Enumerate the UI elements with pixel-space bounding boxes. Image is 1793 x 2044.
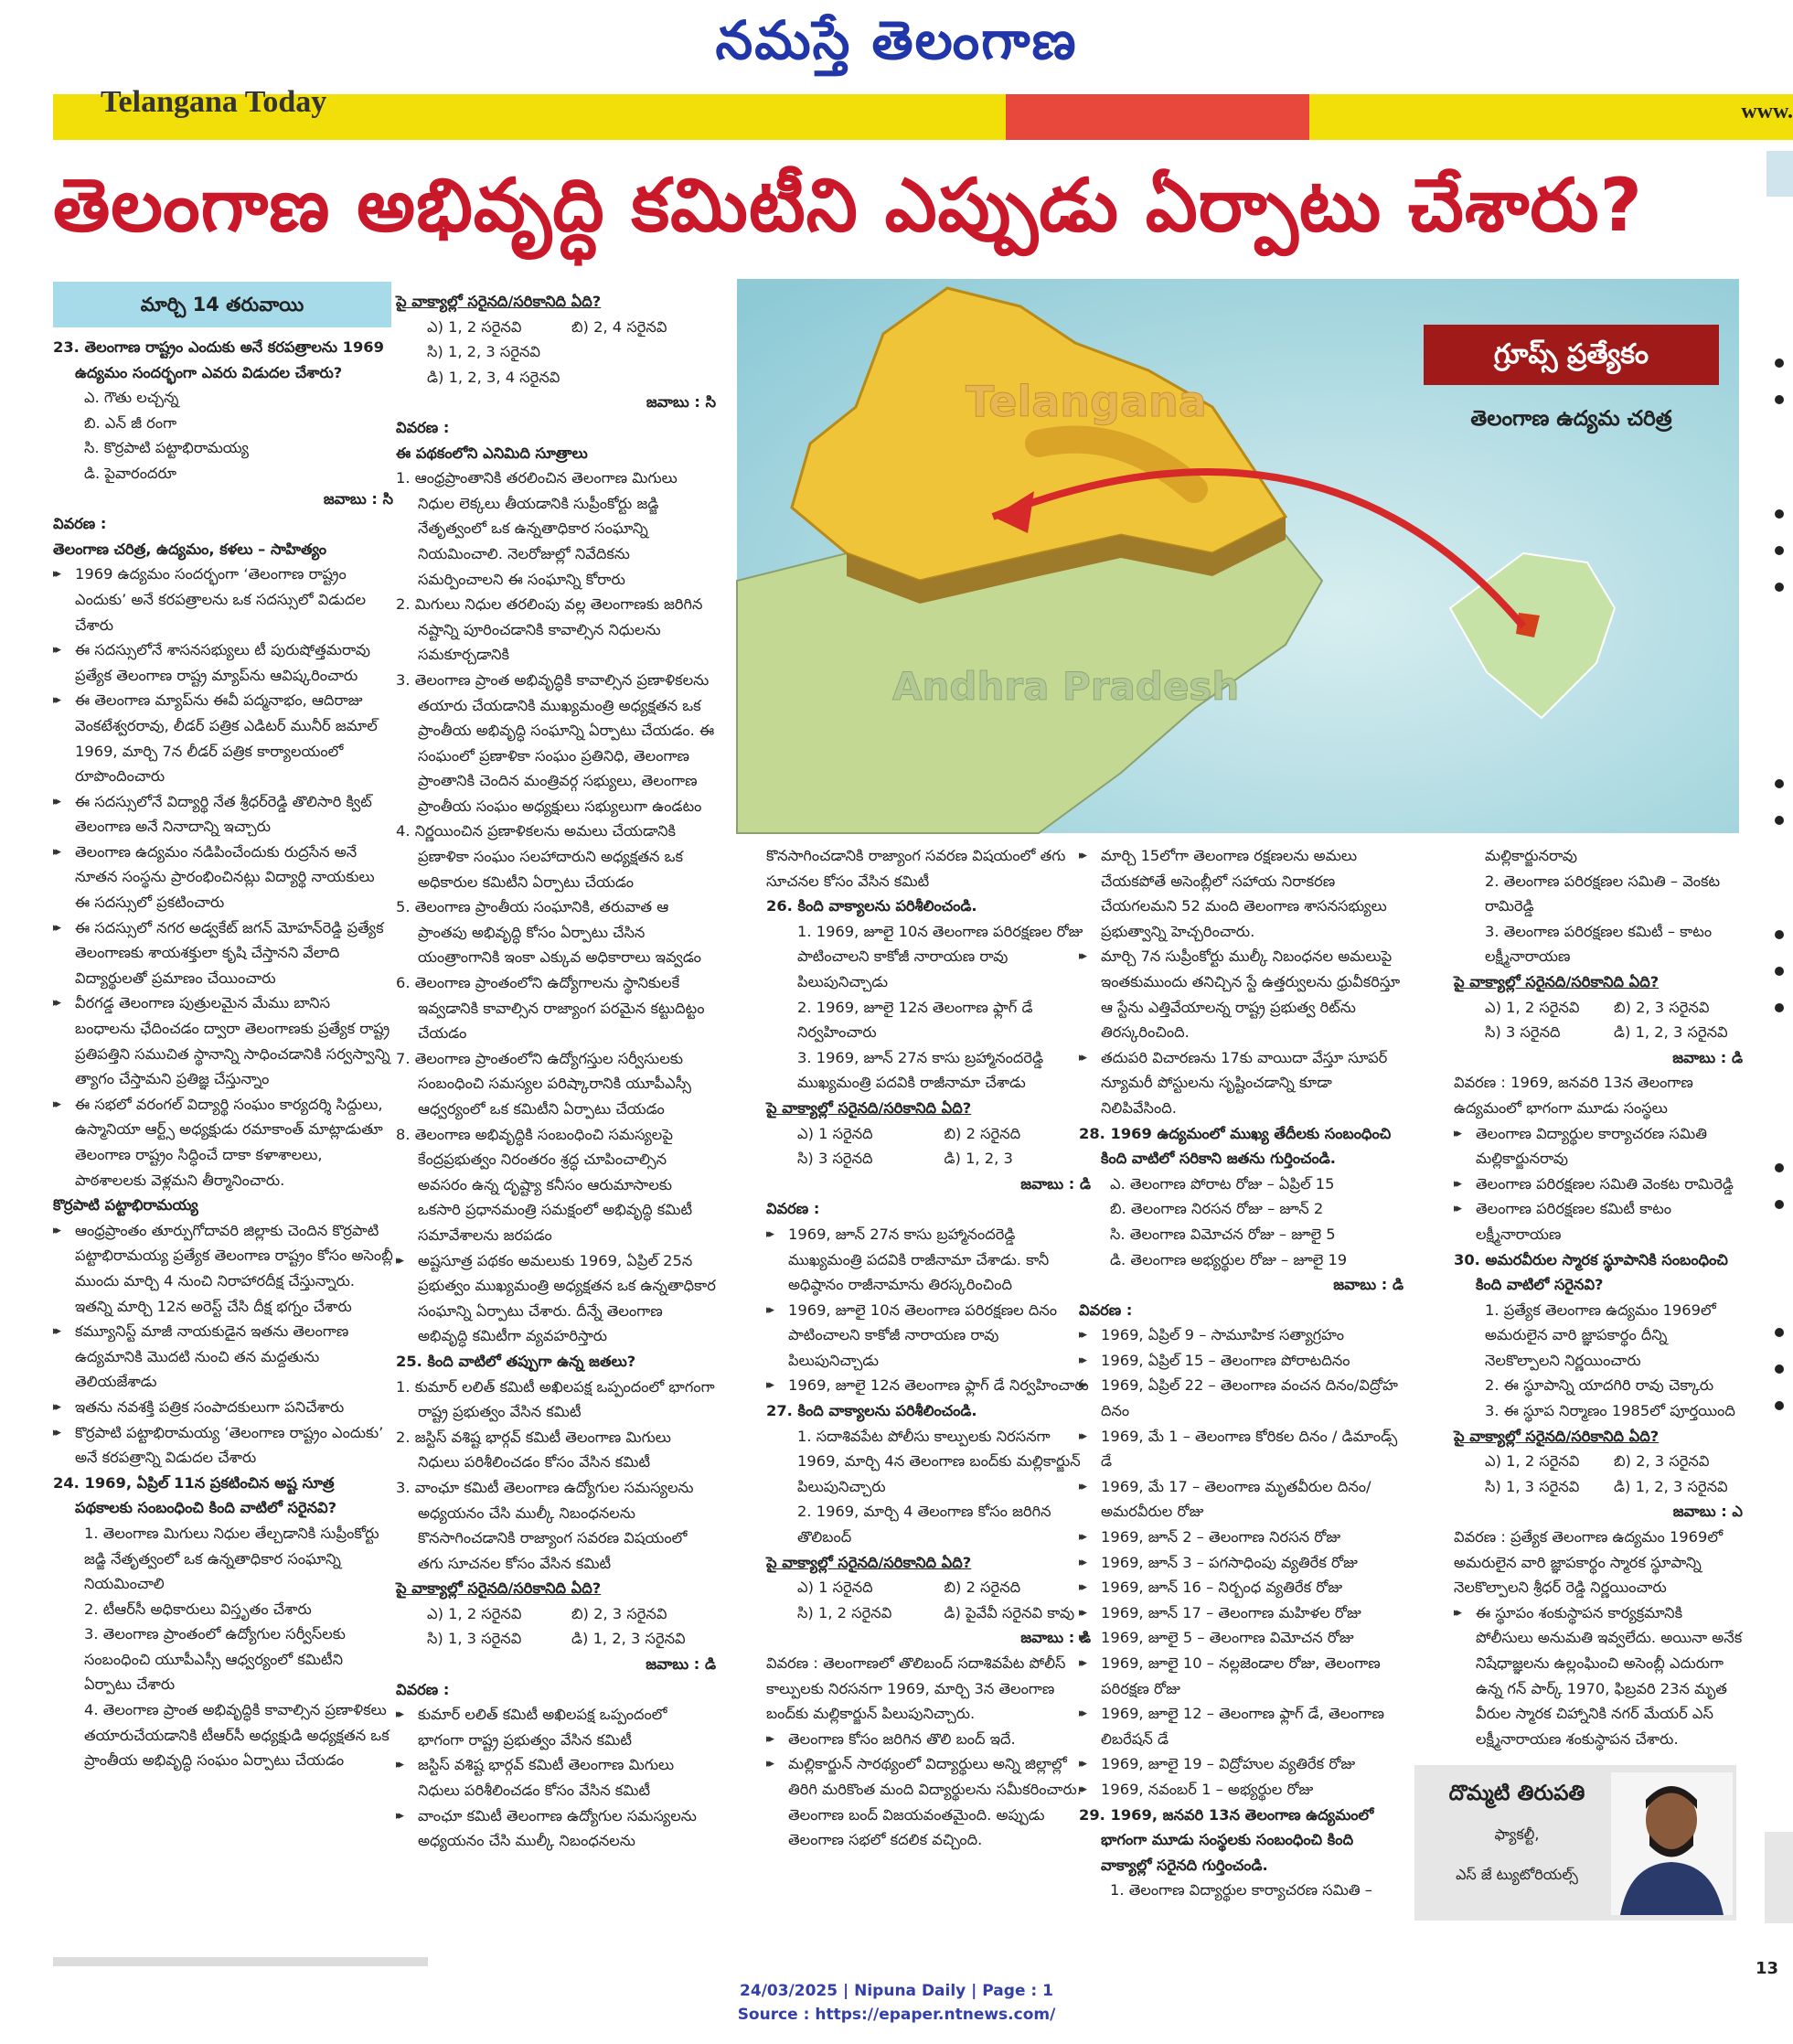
options-row [766,1575,1091,1600]
statement: 3. 1969, జూన్ 27న కాసు బ్రహ్మానందరెడ్డి ముఖ్యమంత్రి పదవికి రాజీనామా చేశాడు [797,1048,1044,1092]
bullet: ▸▸ తెలంగాణ ఉద్యమం నడిపించేందుకు రుద్రసేన అనే నూతన సంస్థను ప్రారంభించినట్లు విద్యార్థి నాయకులు ఈ సదస్సులో ప్రకటించారు [53,840,393,915]
bullet: ▸▸ ఆంధ్రప్రాంతం తూర్పుగోదావరి జిల్లాకు చెందిన కొర్రపాటి పట్టాభిరామయ్య ప్రత్యేక తెలంగాణ రాష్ట్రం కోసం అసెంబ్లీ ముందు మార్చి 4 నుంచి నిరాహారదీక్ష చేస్తున్నారు. ఇతన్ని మార్చి 12న అరెస్ట్ చేసి దీక్ష భగ్నం చేశారు [53,1218,393,1319]
question-24: 24. 1969, ఏప్రిల్ 11న ప్రకటించిన అష్ట సూత్ర పథకాలకు సంబంధించి కింది వాటిలో సరైనవి? [53,1473,337,1517]
options-row [766,1600,1091,1626]
answer: జవాబు : డి [646,1655,716,1674]
statement: 1. తెలంగాణ మిగులు నిధుల తేల్చడానికి సుప్రీంకోర్టు జడ్జి నేతృత్వంలో ఒక ఉన్నతాధికార సంఘాన్ని నియమించాలి [84,1524,379,1593]
option-a: ఎ) 1 సరైనది [797,1124,873,1142]
section-subtitle: కొర్రపాటి పట్టాభిరామయ్య [53,1196,198,1215]
statement: 1. 1969, జూలై 10న తెలంగాణ పరిరక్షణల రోజు పాటించాలని కాకోజీ నారాయణ రావు పిలుపునిచ్చాడు [797,922,1083,990]
section-subtitle: ఈ పథకంలోని ఎనిమిది సూత్రాలు [396,444,588,462]
answer: జవాబు : డి [1020,1629,1091,1647]
options-row [396,1601,716,1627]
bullet: ▸▸ ఈ సభలో వరంగల్ విద్యార్థి సంఘం కార్యదర్శి సిద్దులు, ఉస్మానియా ఆర్ట్స్ అధ్యక్షుడు రమాకాంత్ మాట్లాడుతూ తెలంగాణ రాష్ట్రం సిద్ధించే దాకా కళాశాలలు, పాఠశాలలకు వెళ్లమని తీర్మానించారు. [53,1092,393,1193]
bullet: ▸▸ ఈ సదస్సులోనే శాసనసభ్యులు టీ పురుషోత్తమరావు ప్రత్యేక తెలంగాణ రాష్ట్ర మ్యాప్‌ను ఆవిష్కరించారు [53,637,393,688]
groups-special-badge: గ్రూప్స్ ప్రత్యేకం [1424,325,1719,385]
explanation-label: వివరణ : [1079,1300,1133,1319]
question-27: 27. కింది వాక్యాలను పరిశీలించండి. [766,1402,977,1420]
statement: 3. తెలంగాణ ప్రాంతంలో ఉద్యోగుల సర్వీస్‌లకు సంబంధించి యూపీఎస్సీ ఆధ్వర్యంలో కమిటీని ఏర్పాటు చేశారు [84,1625,346,1694]
question-25: 25. కింది వాటిలో తప్పుగా ఉన్న జతలు? [396,1352,636,1370]
statement: 3. ఈ స్థూప నిర్మాణం 1985లో పూర్తయింది [1485,1402,1735,1420]
option-a: ఎ. గౌతు లచ్చన్న [84,389,179,407]
column-5 [1454,843,1743,1758]
footer-source-link[interactable]: Source : https://epaper.ntnews.com/ [737,2006,1056,2024]
question-prompt: పై వాక్యాల్లో సరైనది/సరికానిది ఏది? [396,1579,602,1598]
column-1 [53,335,393,1917]
option-a: ఎ) 1, 2 సరైనవి [427,1604,522,1622]
option-b: బి) 2, 3 సరైనవి [1614,1452,1710,1471]
bullet: ▸▸ జస్టిస్ వశిష్ట భార్గవ్ కమిటీ తెలంగాణ మిగులు నిధులు పరిశీలించడం కోసం వేసిన కమిటీ [396,1752,716,1803]
bullet: ▸▸ మార్చి 15లోగా తెలంగాణ రక్షణలను అమలు చేయకపోతే అసెంబ్లీలో సహాయ నిరాకరణ చేయగలమని 52 మంది తెలంగాణ శాసనసభ్యులు ప్రభుత్వాన్ని హెచ్చరించారు. [1079,843,1403,944]
statement: 3. వాంఛూ కమిటీ తెలంగాణ ఉద్యోగుల సమస్యలను అధ్యయనం చేసి ముల్కీ నిబంధనలను కొనసాగించడానికి రాజ్యాంగ సవరణ విషయంలో తగు సూచనల కోసం వేసిన కమిటీ [396,1478,694,1572]
map-label-telangana: Telangana [966,377,1207,426]
strip-right-text: www. [1741,100,1793,123]
option-b: బి) 2 సరైనది [944,1124,1021,1142]
statement: 3. తెలంగాణ పరిరక్షణల కమిటీ – కాటం లక్ష్మీనారాయణ [1485,922,1713,966]
statement: 1. ప్రత్యేక తెలంగాణ ఉద్యమం 1969లో అమరులైన వారి జ్ఞాపకార్థం దీన్ని నెలకొల్పాలని నిర్ణయించారు [1485,1300,1716,1369]
option-b: బి) 2, 3 సరైనవి [1614,998,1710,1016]
option-c: సి) 1, 2, 3 సరైనవి [427,343,540,361]
options-row [1454,1449,1743,1474]
bullet: ▸▸ ఈ స్థూపం శంకుస్థాపన కార్యక్రమానికి పోలీసులు అనుమతి ఇవ్వలేదు. అయినా అనేక నిషేధాజ్ఞలను ఉల్లంఘించి అసెంబ్లీ ఎదురుగా ఉన్న గన్ పార్క్ 1970, ఫిబ్రవరి 23న మృత వీరుల స్మారక చిహ్నానికి నగర్ మేయర్ ఎస్ లక్ష్మీనారాయణ శంకుస్థాపన చేశారు. [1454,1600,1743,1752]
option-b: బి) 2, 4 సరైనవి [571,317,667,336]
author-box [1414,1765,1736,1921]
statement: 1. సదాశివపేట పోలీసు కాల్పులకు నిరసనగా 1969, మార్చి 4న తెలంగాణ బంద్‌కు మల్లికార్జున్ పిలుపునిచ్చారు [797,1427,1081,1495]
option-b: బి) 2 సరైనది [944,1578,1021,1597]
section-subtitle: తెలంగాణ చరిత్ర, ఉద్యమం, కళలు – సాహిత్యం [53,540,326,558]
point: 5. తెలంగాణ ప్రాంతీయ సంఘానికి, తరువాత ఆ ప్రాంతపు అభివృద్ధి కోసం ఏర్పాటు చేసిన యంత్రాంగానికి ఇంకా ఎక్కువ అధికారాలు ఇవ్వడం [396,898,701,967]
bullet: ▸▸ వీరగడ్డ తెలంగాణ పుత్రులమైన మేము బానిస బంధాలను ఛేదించడం ద్వారా తెలంగాణకు ప్రత్యేక రాష్ట్ర ప్రతిపత్తిని సముచిత స్థానాన్ని సాధించడానికి సర్వస్వాన్ని త్యాగం చేస్తామని ప్రతిజ్ఞ చేస్తున్నాం [53,990,393,1091]
bullet: ▸▸ తెలంగాణ విద్యార్థుల కార్యాచరణ సమితి మల్లికార్జునరావు [1454,1121,1743,1172]
statement: 2. జస్టిస్ వశిష్ట భార్గవ్ కమిటీ తెలంగాణ మిగులు నిధులు పరిశీలించడం కోసం వేసిన కమిటీ [396,1428,671,1471]
point: 1. ఆంధ్రప్రాంతానికి తరలించిన తెలంగాణ మిగులు నిధుల లెక్కలు తీయడానికి సుప్రీంకోర్టు జడ్జి నేతృత్వంలో ఒక ఉన్నతాధికార సంఘాన్ని నియమించాలి. నెలరోజుల్లో నివేదికను సమర్పించాలని ఈ సంఘాన్ని కోరారు [396,469,678,588]
question-23: 23. తెలంగాణ రాష్ట్రం ఎందుకు అనే కరపత్రాలను 1969 ఉద్యమం సందర్భంగా ఎవరు విడుదల చేశారు? [53,338,384,381]
option-b: బి. ఎన్ జీ రంగా [84,413,177,432]
series-subtitle: తెలంగాణ ఉద్యమ చరిత్ర [1470,407,1672,431]
statement: 2. 1969, జూలై 12న తెలంగాణ ఫ్లాగ్ డే నిర్వహించారు [797,998,1033,1042]
date-entry: ▸▸ 1969, ఏప్రిల్ 15 – తెలంగాణ పోరాటదినం [1079,1348,1403,1374]
option-a: ఎ) 1 సరైనది [797,1578,873,1597]
date-entry: ▸▸ 1969, ఏప్రిల్ 22 – తెలంగాణ వంచన దినం/విద్రోహ దినం [1079,1373,1403,1423]
statement: 2. తెలంగాణ పరిరక్షణల సమితి – వెంకట రామిరెడ్డి [1485,872,1721,915]
point: 4. నిర్ణయించిన ప్రణాళికలను అమలు చేయడానికి ప్రణాళికా సంఘం సలహాదారుని అధ్యక్షతన ఒక అధికారుల కమిటీని ఏర్పాటు చేయడం [396,822,683,891]
explanation: వివరణ : ప్రత్యేక తెలంగాణ ఉద్యమం 1969లో అమరులైన వారి జ్ఞాపకార్థం స్మారక స్థూపాన్ని నెలకొల్పాలని శ్రీధర్ రెడ్డి నిర్ణయించారు [1454,1528,1724,1597]
statement: మల్లికార్జునరావు [1485,847,1577,864]
option-d: డి) 1, 2, 3 సరైనవి [571,1630,686,1648]
author-photo [1611,1772,1733,1915]
question-prompt: పై వాక్యాల్లో సరైనది/సరికానిది ఏది? [1454,1427,1660,1445]
question-26: 26. కింది వాక్యాలను పరిశీలించండి. [766,897,977,915]
column-2 [396,289,716,1917]
option-d: డి) 1, 2, 3, 4 సరైనవి [427,368,560,386]
option-c: సి. కొర్రపాటి పట్టాభిరామయ్య [84,439,250,457]
strip-left-text: Telangana Today [101,85,327,119]
author-role: ఫ్యాకల్టీ, [1494,1825,1540,1843]
date-entry: ▸▸ 1969, జూన్ 17 – తెలంగాణ మహిళల రోజు [1079,1600,1403,1626]
bullet: ▸▸ వాంఛూ కమిటీ తెలంగాణ ఉద్యోగుల సమస్యలను అధ్యయనం చేసి ముల్కీ నిబంధనలను [396,1803,716,1854]
question-30: 30. అమరవీరుల స్మారక స్థూపానికి సంబంధించి కింది వాటిలో సరైనవి? [1454,1250,1728,1294]
masthead [0,0,1793,87]
person-icon [1611,1772,1733,1915]
question-prompt: పై వాక్యాల్లో సరైనది/సరికానిది ఏది? [766,1553,972,1571]
page-headline: తెలంగాణ అభివృద్ధి కమిటీని ఎప్పుడు ఏర్పాటు చేశారు? [53,163,1643,248]
map-label-andhra: Andhra Pradesh [892,664,1240,709]
option-d: డి) 1, 2, 3 సరైనవి [1614,1023,1728,1042]
bullet: ▸▸ కమ్యూనిస్ట్ మాజీ నాయకుడైన ఇతను తెలంగాణ ఉద్యమానికి మొదటి నుంచి తన మద్దతును తెలియజేశాడు [53,1319,393,1395]
bullet: ▸▸ మార్చి 7న సుప్రీంకోర్టు ముల్కీ నిబంధనల అమలుపై ఇంతకుముందు తనిచ్చిన స్టే ఉత్తర్వులను ధ్రువీకరిస్తూ ఆ స్టేను ఎత్తివేయాలన్న రాష్ట్ర ప్రభుత్వ రిట్‌ను తిరస్కరించింది. [1079,944,1403,1044]
point: 7. తెలంగాణ ప్రాంతంలోని ఉద్యోగస్తుల సర్వీసులకు సంబంధించి సమస్యల పరిష్కారానికి యూపీఎస్సీ ఆధ్వర్యంలో ఒక కమిటీని ఏర్పాటు చేయడం [396,1049,692,1118]
footer-rule [53,1957,428,1966]
bullet: ▸▸ కొర్రపాటి పట్టాభిరామయ్య ‘తెలంగాణ రాష్ట్రం ఎందుకు’ అనే కరపత్రాన్ని విడుదల చేశారు [53,1420,393,1471]
option-d: డి) పైవేవీ సరైనవి కావు [944,1603,1075,1621]
bullet: ▸▸ ఈ సదస్సులో నగర అడ్వకేట్ జగన్ మోహన్‌రెడ్డి ప్రత్యేక తెలంగాణకు శాయశక్తులా కృషి చేస్తానని వేలాది విద్యార్థులతో ప్రమాణం చేయించారు [53,915,393,991]
options-row [766,1121,1091,1147]
bullet: ▸▸ తెలంగాణ పరిరక్షణల కమిటీ కాటం లక్ష్మీనారాయణ [1454,1196,1743,1247]
date-entry: ▸▸ 1969, జూలై 10 – నల్లజెండాల రోజు, తెలంగాణ పరిరక్షణ రోజు [1079,1651,1403,1701]
options-row [1454,1020,1743,1045]
statement: 2. 1969, మార్చి 4 తెలంగాణ కోసం జరిగిన తొలిబంద్ [797,1503,1051,1546]
explanation-label: వివరణ : [396,418,450,436]
page-number: 13 [1756,1959,1779,1978]
answer: జవాబు : డి [1672,1048,1743,1066]
bullet: ▸▸ 1969 ఉద్యమం సందర్భంగా ‘తెలంగాణ రాష్ట్రం ఎందుకు’ అనే కరపత్రాలను ఒక సదస్సులో విడుదల చేశారు [53,562,393,637]
options-row [1454,995,1743,1021]
options-row [766,1146,1091,1172]
column-3 [766,843,1091,1918]
statement: 2. ఈ స్థూపాన్ని యాదగిరి రావు చెక్కారు [1485,1376,1714,1395]
question-prompt: పై వాక్యాల్లో సరైనది/సరికానిది ఏది? [766,1098,972,1117]
date-entry: ▸▸ 1969, నవంబర్ 1 – అభ్యర్థుల రోజు [1079,1777,1403,1803]
date-entry: ▸▸ 1969, జూన్ 3 – పగసాధింపు వ్యతిరేక రోజు [1079,1550,1403,1576]
point: 8. తెలంగాణ అభివృద్ధికి సంబంధించి సమస్యలపై కేంద్రప్రభుత్వం నిరంతరం శ్రద్ధ చూపించాల్సిన అవసరం ఉన్న దృష్ట్యా కనీసం ఆరుమాసాలకు ఒకసారి ప్రధానమంత్రి సమక్షంలో అభివృద్ధి కమిటీ సమావేశాలను జరపడం [396,1125,693,1244]
date-entry: ▸▸ 1969, జూలై 12 – తెలంగాణ ఫ్లాగ్ డే, తెలంగాణ లిబరేషన్ డే [1079,1701,1403,1751]
bullet: ▸▸ 1969, జూలై 10న తెలంగాణ పరిరక్షణల దినం పాటించాలని కాకోజీ నారాయణ రావు పిలుపునిచ్చాడు [766,1298,1091,1374]
date-entry: ▸▸ 1969, జూలై 5 – తెలంగాణ విమోచన రోజు [1079,1625,1403,1651]
newspaper-logo: నమస్తే తెలంగాణ [715,9,1078,71]
option-a: ఎ) 1, 2 సరైనవి [1485,1452,1580,1471]
bullet: ▸▸ తదుపరి విచారణను 17కు వాయిదా వేస్తూ సూపర్ న్యూమరీ పోస్టులను సృష్టించడాన్ని కూడా నిలిపివేసింది. [1079,1045,1403,1121]
date-entry: ▸▸ 1969, జూన్ 2 – తెలంగాణ నిరసన రోజు [1079,1525,1403,1550]
top-strip [53,85,1793,140]
option-c: సి) 1, 2 సరైనవి [797,1603,892,1621]
option-c: సి. తెలంగాణ విమోచన రోజు – జూలై 5 [1110,1225,1336,1243]
option-d: డి. పైవారందరూ [84,464,176,482]
date-entry: ▸▸ 1969, మే 17 – తెలంగాణ మృతవీరుల దినం/ అమరవీరుల రోజు [1079,1474,1403,1525]
options-row [1454,1474,1743,1500]
answer: జవాబు : డి [1020,1174,1091,1193]
bullet: ▸▸ తెలంగాణ కోసం జరిగిన తొలి బంద్ ఇదే. [766,1727,1091,1752]
footer-date-line: 24/03/2025 | Nipuna Daily | Page : 1 [740,1982,1053,2000]
bullet: ▸▸ ఈ సదస్సులోనే విద్యార్థి నేత శ్రీధర్‌రెడ్డి తొలిసారి క్విట్ తెలంగాణ అనే నినాదాన్ని ఇచ్చారు [53,789,393,840]
point: 6. తెలంగాణ ప్రాంతంలోని ఉద్యోగాలను స్థానికులకే ఇవ్వడానికి కావాల్సిన రాజ్యాంగ పరమైన కట్టుదిట్టం చేయడం [396,974,705,1043]
bullet: ▸▸ ఈ తెలంగాణ మ్యాప్‌ను ఈవీ పద్మనాభం, ఆదిరాజు వెంకటేశ్వరరావు, లీడర్ పత్రిక ఎడిటర్ మునీర్ జమాల్ 1969, మార్చి 7న లీడర్ పత్రిక కార్యాలయంలో రూపొందించారు [53,688,393,788]
option-b: బి) 2, 3 సరైనవి [571,1604,667,1622]
adjacent-page-fragment [1757,151,1793,1925]
explanation: వివరణ : 1969, జనవరి 13న తెలంగాణ ఉద్యమంలో భాగంగా మూడు సంస్థలు [1454,1074,1693,1117]
answer: జవాబు : డి [1333,1276,1403,1294]
explanation-label: వివరణ : [396,1680,450,1698]
date-entry: ▸▸ 1969, జూన్ 16 – నిర్బంధ వ్యతిరేక రోజు [1079,1575,1403,1600]
date-entry: ▸▸ 1969, మే 1 – తెలంగాణ కోరికల దినం / డిమాండ్స్ డే [1079,1424,1403,1474]
option-a: ఎ. తెలంగాణ పోరాట రోజు – ఏప్రిల్ 15 [1110,1174,1335,1193]
answer: జవాబు : సి [323,489,393,508]
option-c: సి) 3 సరైనది [1485,1023,1561,1042]
bullet: ▸▸ 1969, జూలై 12న తెలంగాణ ఫ్లాగ్ డే నిర్వహించారు [766,1373,1091,1398]
adjacent-page-edge [1757,151,1793,1925]
bullet: ▸▸ అష్టసూత్ర పథకం అమలుకు 1969, ఏప్రిల్ 25న ప్రభుత్వం ముఖ్యమంత్రి అధ్యక్షతన ఒక ఉన్నతాధికార సంఘాన్ని ఏర్పాటు చేశారు. దీన్నే తెలంగాణ అభివృద్ధి కమిటీగా వ్యవహరిస్తారు [396,1248,716,1349]
option-d: డి) 1, 2, 3 [944,1150,1013,1168]
statement: 2. టీఆర్‌సీ అధికారులు విస్తృతం చేశారు [84,1600,312,1618]
option-d: డి) 1, 2, 3 సరైనవి [1614,1477,1728,1495]
options-row [396,1626,716,1652]
strip-red-block [1006,94,1309,140]
date-entry: ▸▸ 1969, ఏప్రిల్ 9 – సామూహిక సత్యాగ్రహం [1079,1322,1403,1348]
answer: జవాబు : సి [646,393,716,412]
bullet: ▸▸ తెలంగాణ పరిరక్షణల సమితి వెంకట రామిరెడ్డి [1454,1172,1743,1197]
author-organization: ఎస్ జే ట్యుటోరియల్స్ [1456,1866,1578,1883]
bullet: ▸▸ కుమార్ లలిత్ కమిటీ అఖిలపక్ష ఒప్పందంలో భాగంగా రాష్ట్ర ప్రభుత్వం వేసిన కమిటీ [396,1702,716,1752]
explanation: వివరణ : తెలంగాణలో తొలిబంద్ సదాశివపేట పోలీస్ కాల్పులకు నిరసనగా 1969, మార్చి 3న తెలంగాణ బంద్‌కు మల్లికార్జున్ పిలుపునిచ్చారు. [766,1654,1066,1723]
explanation-label: వివరణ : [766,1200,820,1218]
question-prompt: పై వాక్యాల్లో సరైనది/సరికానిది ఏది? [1454,972,1660,990]
option-c: సి) 1, 3 సరైనవి [1485,1477,1580,1495]
date-entry: ▸▸ 1969, జూలై 19 – విద్రోహుల వ్యతిరేక రోజు [1079,1751,1403,1777]
statement: 1. కుమార్ లలిత్ కమిటీ అఖిలపక్ష ఒప్పందంలో భాగంగా రాష్ట్ర ప్రభుత్వం వేసిన కమిటీ [396,1377,715,1421]
explanation-label: వివరణ : [53,515,107,533]
question-29: 29. 1969, జనవరి 13న తెలంగాణ ఉద్యమంలో భాగంగా మూడు సంస్థలకు సంబంధించి కింది వాక్యాల్లో సరైనది గుర్తించండి. [1079,1805,1374,1874]
continuation-header: మార్చి 14 తరువాయి [53,282,391,327]
option-c: సి) 1, 3 సరైనవి [427,1630,522,1648]
option-a: ఎ) 1, 2 సరైనవి [1485,998,1580,1016]
statement: 4. తెలంగాణ ప్రాంత అభివృద్ధికి కావాల్సిన ప్రణాళికలు తయారుచేయడానికి టీఆర్‌సీ అధ్యక్షుడి అధ్యక్షతన ఒక ప్రాంతీయ అభివృద్ధి సంఘం ఏర్పాటు చేయడం [84,1701,390,1770]
column-4 [1079,843,1403,1900]
point: 2. మిగులు నిధుల తరలింపు వల్ల తెలంగాణకు జరిగిన నష్టాన్ని పూరించడానికి కావాల్సిన నిధులను సమకూర్చడానికి [396,595,703,664]
question-28: 28. 1969 ఉద్యమంలో ముఖ్య తేదీలకు సంబంధించి కింది వాటిలో సరికాని జతను గుర్తించండి. [1079,1124,1392,1168]
bullet: ▸▸ మల్లికార్జున్ సారథ్యంలో విద్యార్థులు అన్ని జిల్లాల్లో తిరిగి మరికొంత మంది విద్యార్థులను సమీకరించారు. తెలంగాణ బంద్ విజయవంతమైంది. అప్పుడు తెలంగాణ సభలో కదలిక వచ్చింది. [766,1751,1091,1852]
continued-text: కొనసాగించడానికి రాజ్యాంగ సవరణ విషయంలో తగు సూచనల కోసం వేసిన కమిటీ [766,847,1066,890]
options-row [396,315,716,340]
option-b: బి. తెలంగాణ నిరసన రోజు – జూన్ 2 [1110,1200,1324,1218]
bullet: ▸▸ ఇతను నవశక్తి పత్రిక సంపాదకులుగా పనిచేశారు [53,1395,393,1420]
option-d: డి. తెలంగాణ అభ్యర్థుల రోజు – జూలై 19 [1110,1250,1348,1268]
statement: 1. తెలంగాణ విద్యార్థుల కార్యాచరణ సమితి – [1110,1881,1372,1900]
option-c: సి) 3 సరైనది [797,1150,873,1168]
question-prompt: పై వాక్యాల్లో సరైనది/సరికానిది ఏది? [396,293,602,310]
bullet: ▸▸ 1969, జూన్ 27న కాసు బ్రహ్మానందరెడ్డి ముఖ్యమంత్రి పదవికి రాజీనామా చేశాడు. కానీ అధిష్ఠానం రాజీనామాను తిరస్కరించింది [766,1222,1091,1298]
answer: జవాబు : ఎ [1672,1503,1743,1521]
option-a: ఎ) 1, 2 సరైనవి [427,317,522,336]
author-name: దొమ్మటి తిరుపతి [1448,1782,1585,1805]
point: 3. తెలంగాణ ప్రాంత అభివృద్ధికి కావాల్సిన ప్రణాళికలను తయారు చేయడానికి ముఖ్యమంత్రి అధ్యక్షతన ఒక ప్రాంతీయ అభివృద్ధి సంఘాన్ని ఏర్పాటు చేయడం. ఈ సంఘంలో ప్రణాళికా సంఘం ప్రతినిధి, తెలంగాణ ప్రాంతానికి చెందిన మంత్రివర్గ సభ్యులు, తెలంగాణ ప్రాంతీయ సంఘం అధ్యక్షులు సభ్యులుగా ఉండటం [396,670,715,815]
